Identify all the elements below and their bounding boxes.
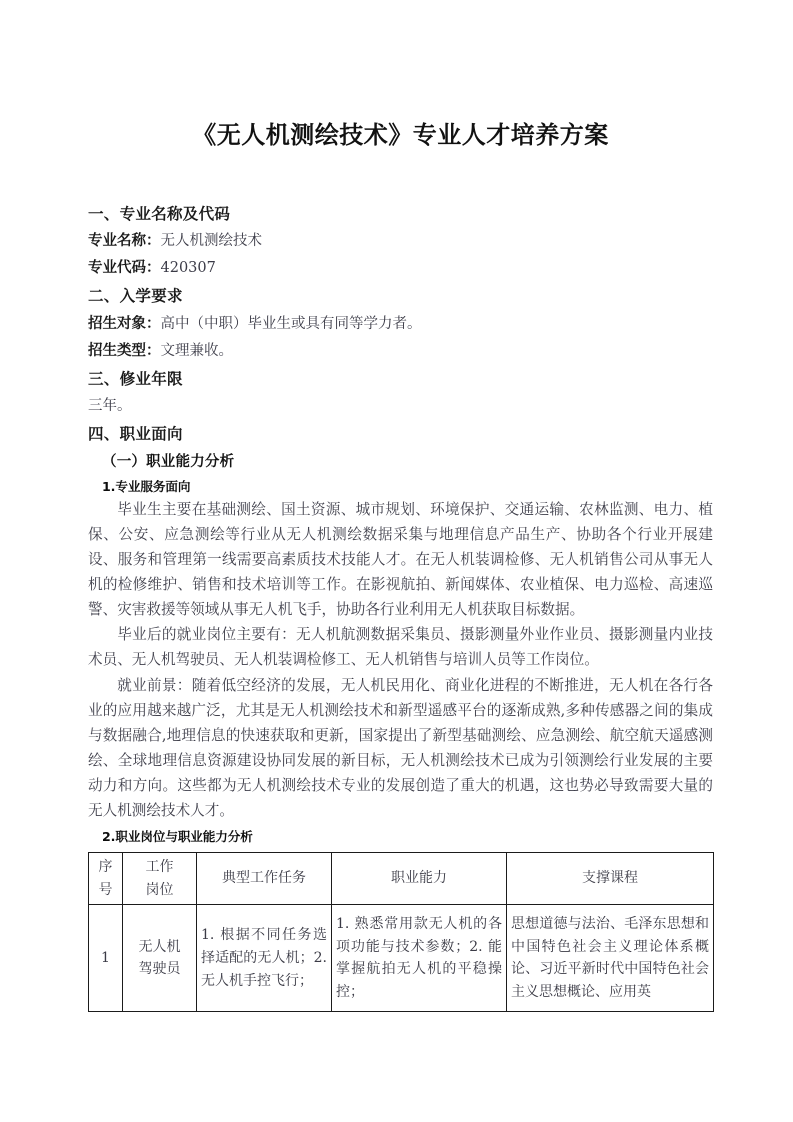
spacer: [88, 152, 713, 166]
study-duration: 三年。: [88, 398, 132, 415]
major-name-value: 无人机测绘技术: [160, 233, 262, 250]
table-header-row: [89, 852, 714, 904]
column-header-no-line1: 序: [98, 858, 113, 875]
paragraph-service-orientation: 毕业生主要在基础测绘、国土资源、城市规划、环境保护、交通运输、农林监测、电力、植保、公安、应急测绘等行业从无人机测绘数据采集与地理信息产品生产、协助各个行业开展建设、服务和管理第一线需要高素质技术技能人才。在无人机装调检修、无人机销售公司从事无人机的检修维护、销售和技术培训等工作。在影视航拍、新闻媒体、农业植保、电力巡检、高速巡警、灾害救援等领域从事无人机飞手，协助各行业利用无人机获取目标数据。: [88, 500, 713, 619]
section-heading-3: 三、修业年限: [88, 368, 183, 388]
column-header-post-line2: 岗位: [145, 881, 174, 898]
major-code-label: 专业代码：: [88, 259, 161, 277]
column-header-post-line1: 工作: [145, 858, 174, 875]
paragraph-employment-prospects: 就业前景：随着低空经济的发展，无人机民用化、商业化进程的不断推进，无人机在各行各业的应用越来越广泛，尤其是无人机测绘技术和新型遥感平台的逐渐成熟,多种传感器之间的集成与数据融合,地理信息的快速获取和更新，国家提出了新型基础测绘、应急测绘、航空航天遥感测绘、全球地理信息资源建设协同发展的新目标，无人机测绘技术已成为引领测绘行业发展的主要动力和方向。这些都为无人机测绘技术专业的发展创造了重大的机遇，这也势必导致需要大量的无人机测绘技术人才。: [88, 676, 713, 819]
subsubsection-heading-1-1: 1.专业服务面向: [102, 478, 191, 494]
section-heading-4: 四、职业面向: [88, 424, 183, 444]
page-title: 《无人机测绘技术》专业人才培养方案: [192, 120, 609, 149]
cell-ability: 1. 熟悉常用款无人机的各项功能与技术参数；2. 能掌握航拍无人机的平稳操控；: [332, 905, 507, 1012]
recruit-type-label: 招生类型：: [88, 341, 161, 359]
recruit-target-value: 高中（中职）毕业生或具有同等学力者。: [160, 315, 422, 332]
column-header-post: [123, 852, 197, 904]
section-heading-2: 二、入学要求: [88, 286, 183, 306]
section-heading-1: 一、专业名称及代码: [88, 203, 231, 223]
column-header-task: 典型工作任务: [197, 852, 332, 904]
cell-post: [123, 905, 197, 1012]
column-header-course: 支撑课程: [507, 852, 714, 904]
paragraph-employment-positions: 毕业后的就业岗位主要有：无人机航测数据采集员、摄影测量外业作业员、摄影测量内业技术员、无人机驾驶员、无人机装调检修工、无人机销售与培训人员等工作岗位。: [88, 626, 713, 669]
recruit-target-line: [88, 313, 713, 335]
job-competency-table-wrapper: [88, 852, 713, 1012]
cell-course: 思想道德与法治、毛泽东思想和中国特色社会主义理论体系概论、习近平新时代中国特色社会主义思想概论、应用英: [507, 905, 714, 1012]
cell-post-line1: 无人机: [138, 938, 181, 955]
cell-post-line2: 驾驶员: [138, 961, 181, 978]
column-header-ability: 职业能力: [332, 852, 507, 904]
column-header-no-line2: 号: [98, 881, 113, 898]
recruit-target-label: 招生对象：: [88, 314, 161, 332]
recruit-type-line: [88, 340, 713, 362]
subsection-heading-1: （一）职业能力分析: [102, 452, 235, 470]
subsubsection-heading-1-2: 2.职业岗位与职业能力分析: [102, 829, 253, 845]
major-name-line: [88, 230, 713, 252]
recruit-type-value: 文理兼收。: [160, 342, 233, 359]
cell-task: 1. 根据不同任务选择适配的无人机；2. 无人机手控飞行；: [197, 905, 332, 1012]
cell-no: 1: [89, 905, 123, 1012]
job-competency-table: [88, 852, 714, 1012]
column-header-no: [89, 852, 123, 904]
major-code-value: 420307: [160, 260, 216, 277]
major-code-line: [88, 257, 713, 279]
document-content: [88, 0, 713, 1012]
major-name-label: 专业名称：: [88, 232, 161, 250]
table-row: [89, 905, 714, 1012]
